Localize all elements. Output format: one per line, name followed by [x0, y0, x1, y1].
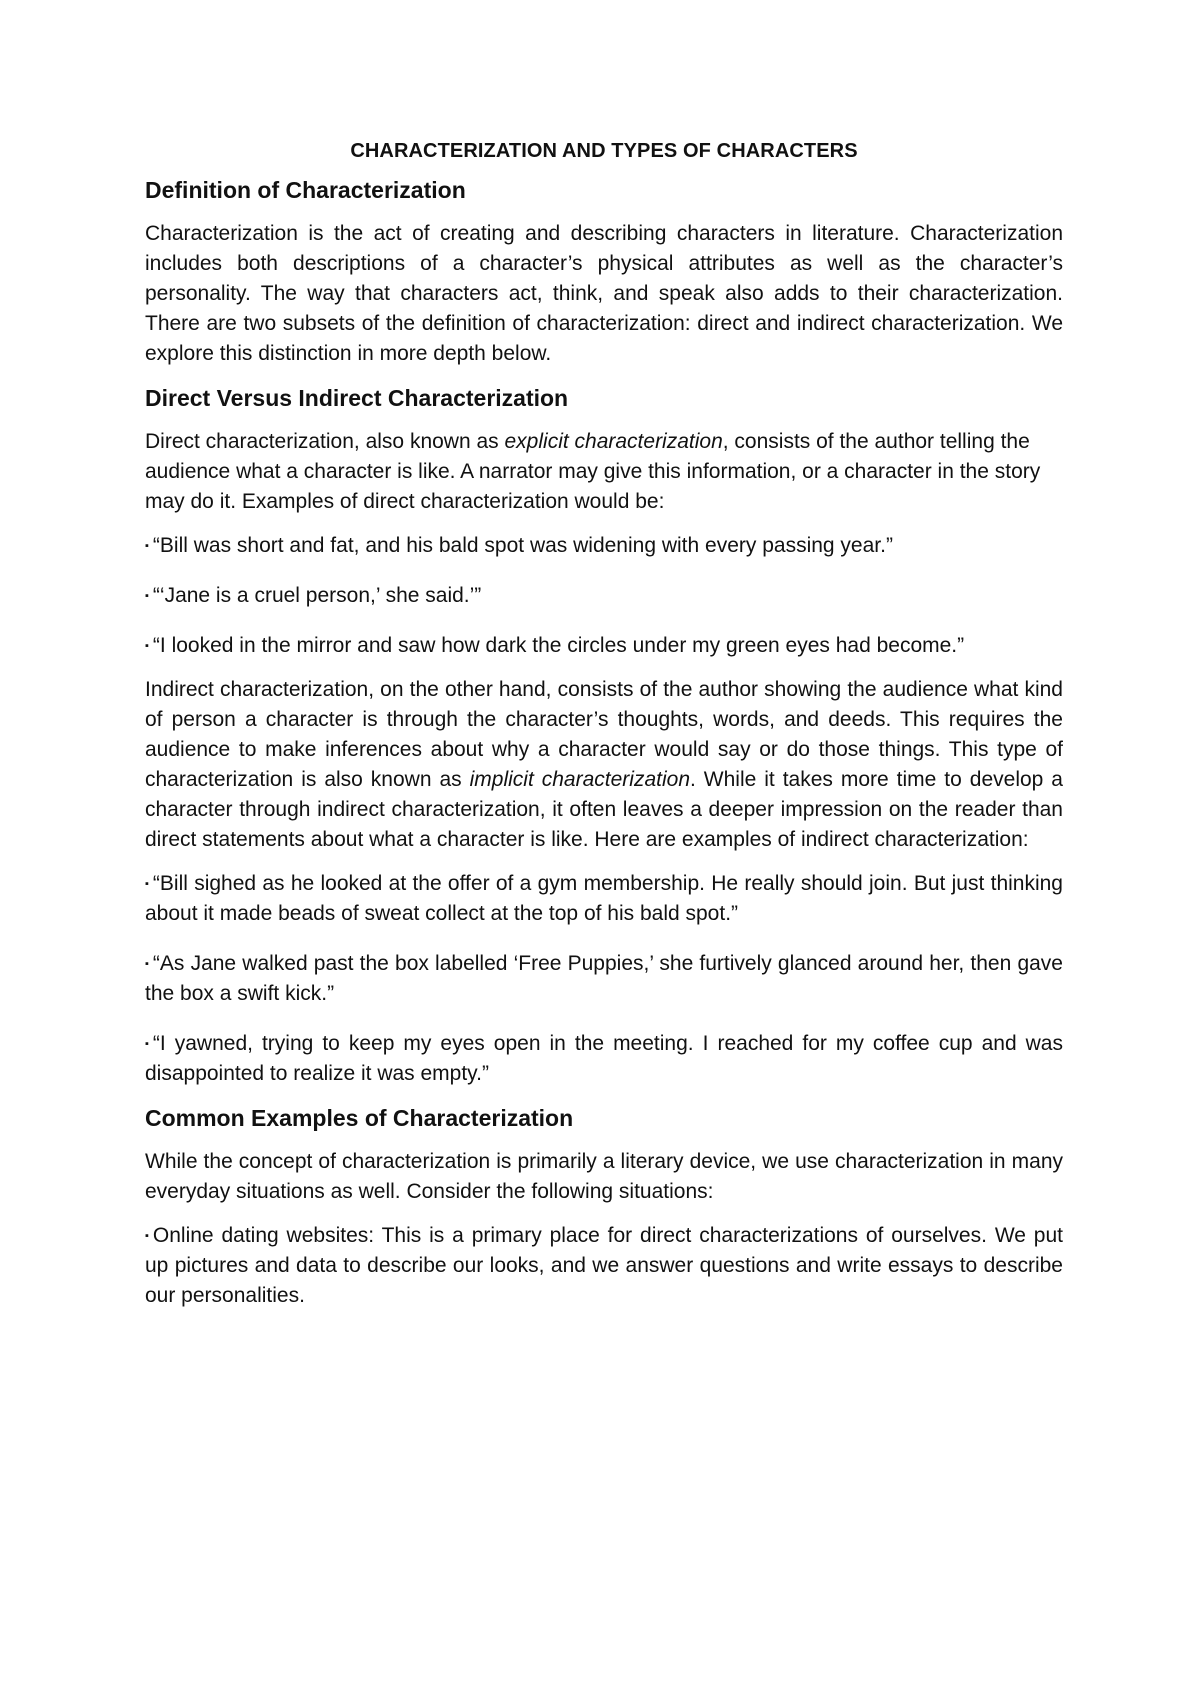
list-item-text: “As Jane walked past the box labelled ‘Free Puppies,’ she furtively glanced around her, then gave the box a swift kick.” — [145, 952, 1063, 1005]
bullet-icon: ▪ — [145, 540, 149, 552]
list-item-text: “‘Jane is a cruel person,’ she said.’” — [152, 584, 482, 607]
body-paragraph — [145, 427, 1063, 517]
list-item-text: “Bill was short and fat, and his bald spot was widening with every passing year.” — [152, 534, 893, 557]
bullet-icon: ▪ — [145, 1038, 149, 1050]
text-run: . While it takes more time to develop a character through indirect characterization, it often leaves a deeper impression on the reader than direct statements about what a character is like. Here are examples of indirect characterization: — [145, 768, 1063, 851]
section-heading: Direct Versus Indirect Characterization — [145, 385, 569, 411]
body-paragraph: Characterization is the act of creating and describing characters in literature. Characterization includes both descriptions of a character’s physical attributes as well as the character’s personality. The way that characters act, think, and speak also adds to their characterization. There are two subsets of the definition of characterization: direct and indirect characterization. We explore this distinction in more depth below. — [145, 222, 1063, 365]
list-item — [145, 631, 1063, 661]
section-direct-vs-indirect — [145, 383, 1063, 1089]
section-heading: Definition of Characterization — [145, 177, 466, 203]
emphasis-term: implicit characterization — [469, 768, 690, 791]
list-item-text: “I looked in the mirror and saw how dark the circles under my green eyes had become.” — [152, 634, 965, 657]
bullet-icon: ▪ — [145, 640, 149, 652]
list-item — [145, 1221, 1063, 1311]
list-item-text: “Bill sighed as he looked at the offer of a gym membership. He really should join. But just thinking about it made beads of sweat collect at the top of his bald spot.” — [145, 872, 1063, 925]
section-common-examples — [145, 1103, 1063, 1311]
document-page — [145, 140, 1063, 1331]
bullet-icon: ▪ — [145, 590, 149, 602]
emphasis-term: explicit characterization — [504, 430, 723, 453]
body-paragraph — [145, 675, 1063, 855]
list-item — [145, 581, 1063, 611]
bullet-icon: ▪ — [145, 878, 149, 890]
bullet-icon: ▪ — [145, 958, 149, 970]
list-item — [145, 949, 1063, 1009]
text-run: Direct characterization, also known as — [145, 430, 505, 453]
text-run: Indirect characterization, on the other hand, consists of the author showing the audience what kind of person a character is through the character’s thoughts, words, and deeds. This requires the audience to make inferences about why a character would say or do those things. This type of characterization is also known as — [145, 678, 1063, 791]
document-title: CHARACTERIZATION AND TYPES OF CHARACTERS — [350, 140, 858, 162]
list-item — [145, 1029, 1063, 1089]
section-heading: Common Examples of Characterization — [145, 1105, 574, 1131]
list-item — [145, 531, 1063, 561]
body-paragraph: While the concept of characterization is primarily a literary device, we use characterization in many everyday situations as well. Consider the following situations: — [145, 1150, 1063, 1203]
list-item — [145, 869, 1063, 929]
text-run: , consists of the author telling the audience what a character is like. A narrator may give this information, or a character in the story may do it. Examples of direct characterization would be: — [145, 430, 1041, 513]
list-item-text: “I yawned, trying to keep my eyes open in the meeting. I reached for my coffee cup and was disappointed to realize it was empty.” — [145, 1032, 1063, 1085]
bullet-icon: ▪ — [145, 1230, 149, 1242]
list-item-text: Online dating websites: This is a primary place for direct characterizations of ourselves. We put up pictures and data to describe our looks, and we answer questions and write essays to describe our personalities. — [145, 1224, 1063, 1307]
section-definition — [145, 175, 1063, 369]
